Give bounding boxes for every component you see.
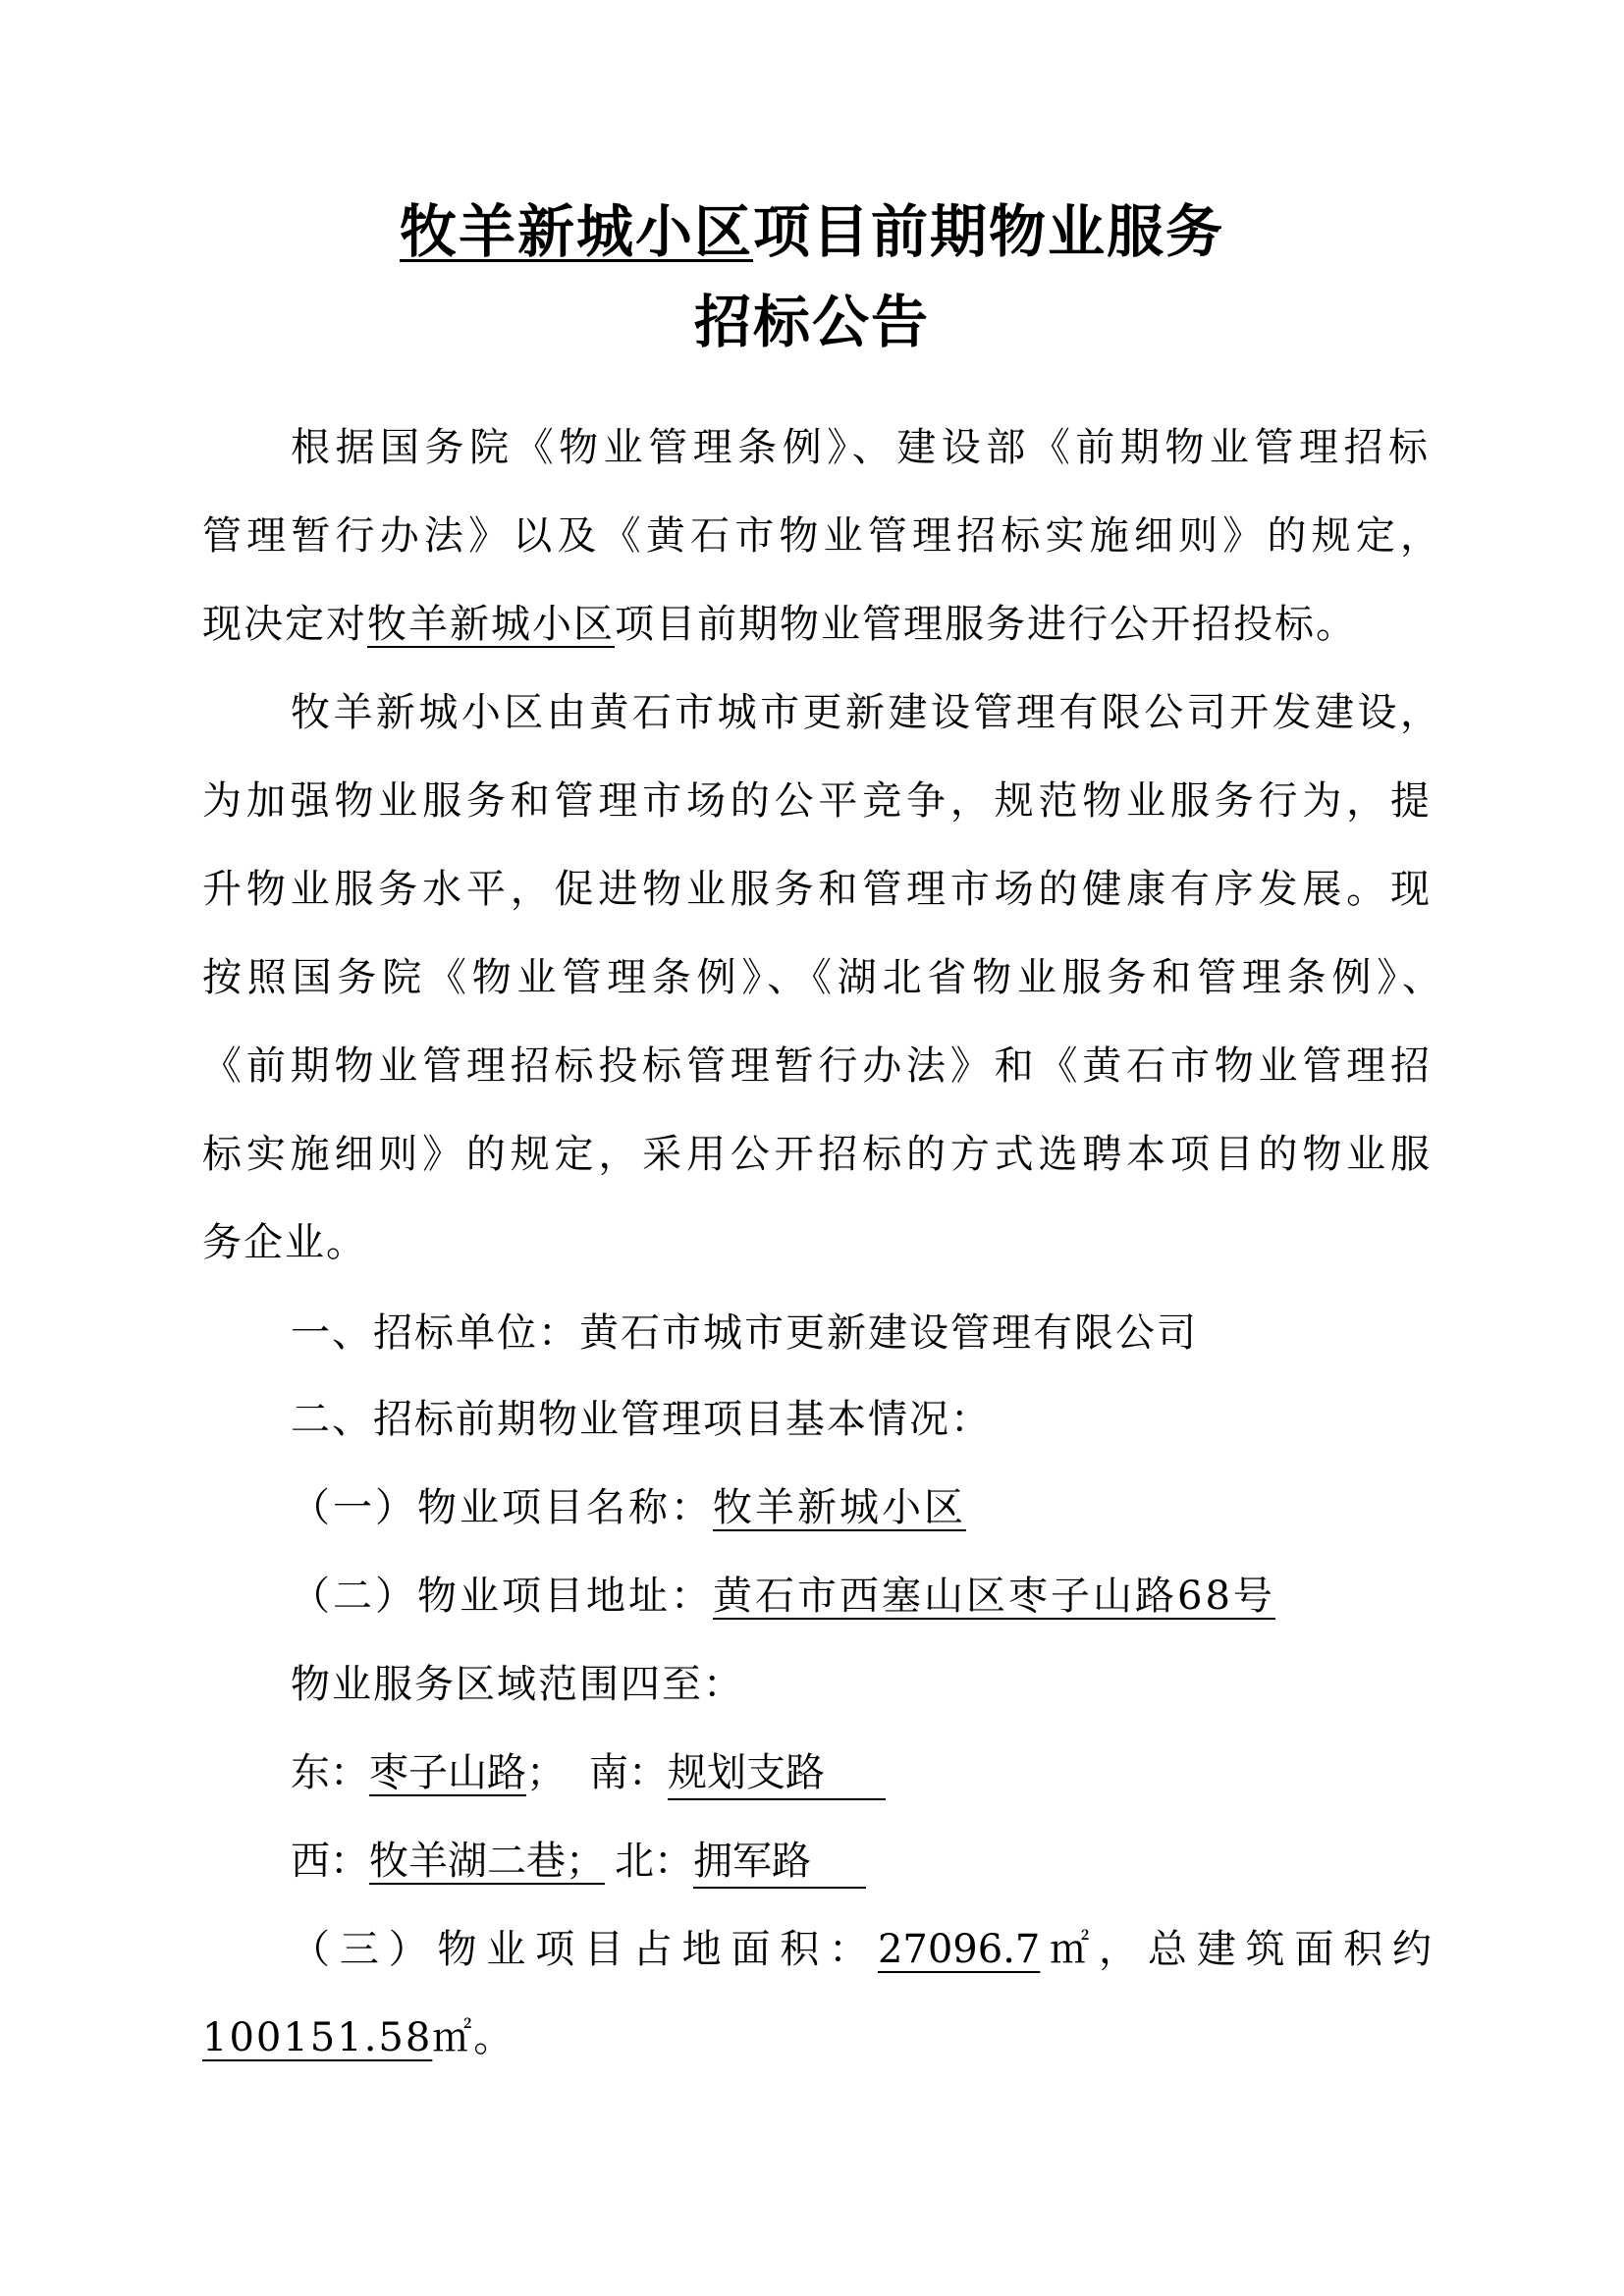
- south-label: 南：: [589, 1750, 668, 1795]
- para2-line: 升物业服务水平，促进物业服务和管理市场的健康有序发展。现: [202, 867, 1430, 912]
- para1-line3-pre: 现决定对: [202, 602, 367, 647]
- para2-line: 牧羊新城小区由黄石市城市更新建设管理有限公司开发建设，: [291, 690, 1439, 735]
- east-value: 枣子山路: [369, 1750, 526, 1795]
- para2-line: 标实施细则》的规定，采用公开招标的方式选聘本项目的物业服: [202, 1132, 1430, 1177]
- project-name-inline: 牧羊新城小区: [367, 602, 615, 647]
- boundary-west-north-row: [291, 1832, 866, 1891]
- project-name-row: [291, 1478, 966, 1537]
- building-area-value: 100151.58: [202, 2015, 433, 2060]
- project-address-value: 黄石市西塞山区枣子山路68号: [713, 1574, 1275, 1619]
- para2-line: 《前期物业管理招标投标管理暂行办法》和《黄石市物业管理招: [202, 1043, 1430, 1089]
- land-area-unit: ㎡，总建筑面积约: [1040, 1927, 1433, 1972]
- para1-line1: 根据国务院《物业管理条例》、建设部《前期物业管理招标: [291, 425, 1428, 470]
- area-row: [291, 1920, 1432, 1979]
- para1-line2: 管理暂行办法》以及《黄石市物业管理招标实施细则》的规定，: [202, 513, 1439, 559]
- tender-unit-row: [291, 1304, 1198, 1362]
- north-label: 北：: [615, 1839, 693, 1884]
- document-title-line2: 招标公告: [693, 289, 930, 355]
- building-area-unit: ㎡。: [432, 2015, 515, 2060]
- project-name-value: 牧羊新城小区: [713, 1485, 966, 1530]
- project-name-underlined: 牧羊新城小区: [399, 198, 753, 265]
- boundary-heading: 物业服务区域范围四至：: [291, 1662, 744, 1707]
- tender-unit-label: 一、招标单位：: [291, 1310, 579, 1356]
- section2-heading: 二、招标前期物业管理项目基本情况：: [291, 1397, 992, 1442]
- para2-line: 务企业。: [202, 1220, 367, 1265]
- document-title-line1: [0, 192, 1624, 271]
- project-name-label: （一）物业项目名称：: [291, 1485, 713, 1530]
- para2-line: 为加强物业服务和管理市场的公平竞争，规范物业服务行为，提: [202, 778, 1430, 824]
- para1-line3-post: 项目前期物业管理服务进行公开招投标。: [615, 602, 1357, 647]
- para2-line: 按照国务院《物业管理条例》、《湖北省物业服务和管理条例》、: [202, 955, 1441, 1000]
- project-address-row: [291, 1567, 1275, 1626]
- tender-unit-value: 黄石市城市更新建设管理有限公司: [579, 1310, 1198, 1356]
- west-value: 牧羊湖二巷；: [369, 1839, 605, 1884]
- west-label: 西：: [291, 1839, 369, 1884]
- land-area-value: 27096.7: [877, 1927, 1041, 1972]
- east-label: 东：: [291, 1750, 369, 1795]
- para1-line3: [202, 595, 1357, 654]
- east-separator: ；: [526, 1750, 566, 1795]
- north-value: 拥军路: [693, 1836, 866, 1889]
- south-value: 规划支路: [668, 1747, 886, 1800]
- title-rest: 项目前期物业服务: [753, 198, 1225, 265]
- project-address-label: （二）物业项目地址：: [291, 1574, 713, 1619]
- boundary-east-south-row: [291, 1743, 886, 1802]
- area-label: （三）物业项目占地面积：: [291, 1927, 878, 1972]
- building-area-row: [202, 2008, 514, 2067]
